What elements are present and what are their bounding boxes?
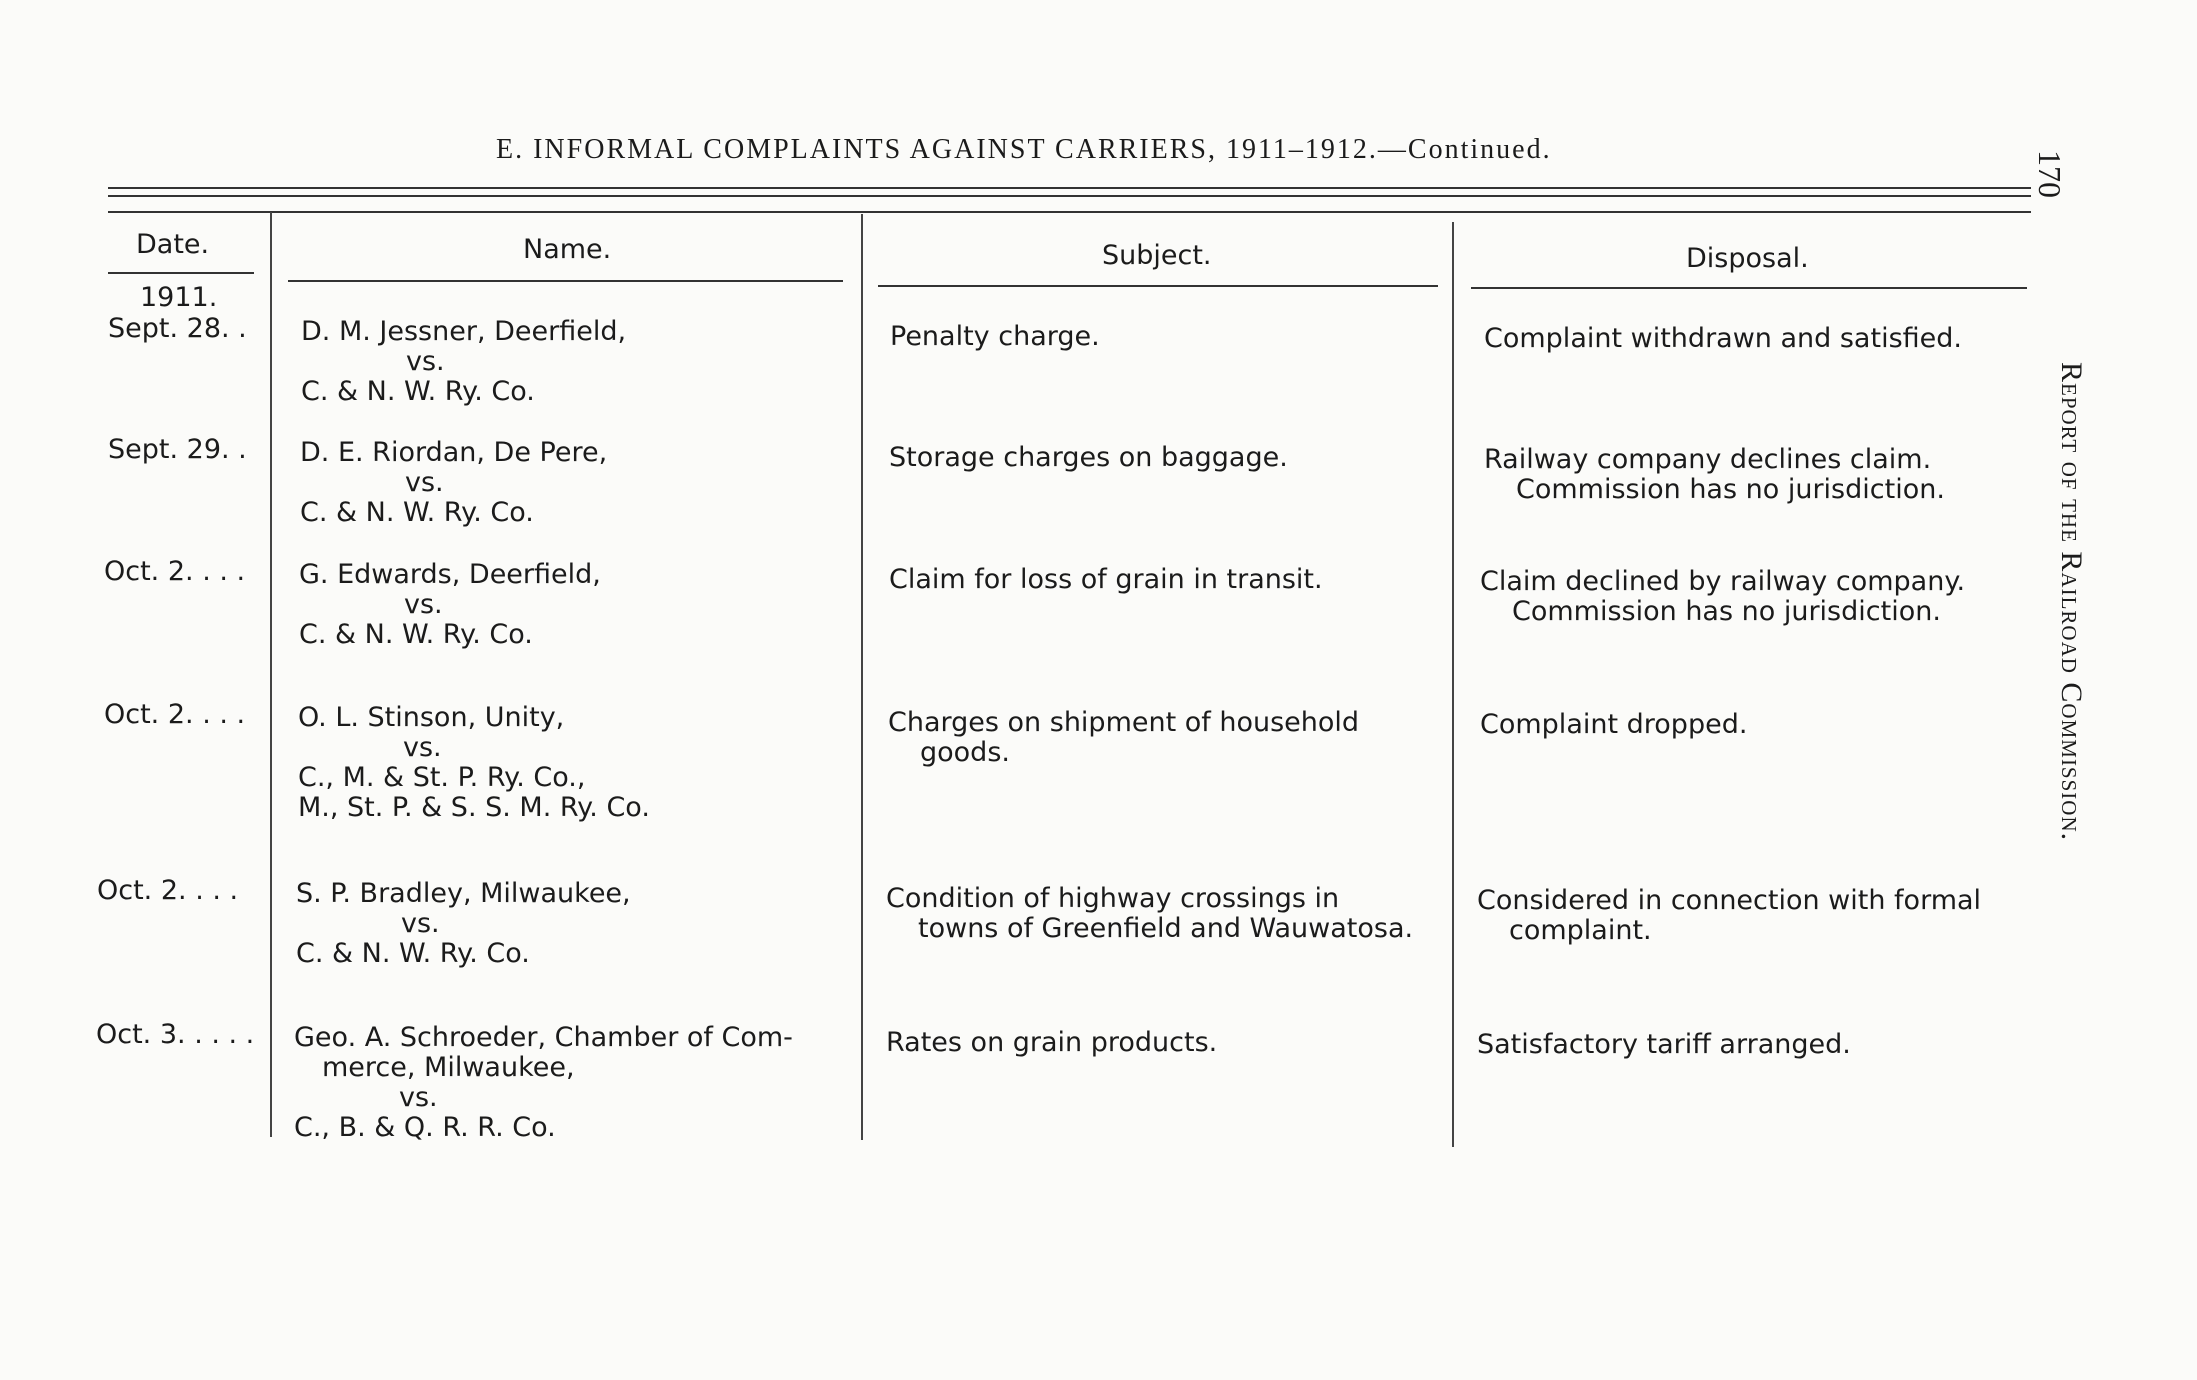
row-disposal-line: Claim declined by railway company.	[1480, 566, 1966, 597]
row-name-line: vs.	[404, 589, 443, 620]
row-disposal-line: complaint.	[1509, 915, 1652, 946]
row-name	[298, 703, 650, 823]
row-name-line: C. & N. W. Ry. Co.	[299, 619, 533, 650]
column-divider	[1452, 222, 1454, 1147]
row-disposal	[1480, 567, 1965, 627]
column-divider	[861, 214, 863, 1140]
row-subject-line: Storage charges on baggage.	[889, 442, 1288, 473]
row-subject	[890, 322, 1100, 352]
row-name-line: D. E. Riordan, De Pere,	[300, 437, 608, 468]
page-number: 170	[2032, 150, 2068, 198]
row-disposal	[1477, 886, 1981, 946]
header-disposal: Disposal.	[1686, 243, 1809, 274]
row-subject	[886, 1028, 1217, 1058]
row-subject-line: Charges on shipment of household	[888, 707, 1360, 738]
row-name-line: D. M. Jessner, Deerfield,	[301, 316, 627, 347]
row-name-line: vs.	[406, 346, 445, 377]
row-name-line: C. & N. W. Ry. Co.	[300, 497, 534, 528]
row-name	[296, 879, 631, 969]
header-date: Date.	[136, 229, 210, 260]
row-name-line: G. Edwards, Deerfield,	[299, 559, 601, 590]
row-name-line: Geo. A. Schroeder, Chamber of Com-	[294, 1022, 793, 1053]
row-name	[300, 438, 607, 528]
row-name-line: S. P. Bradley, Milwaukee,	[296, 878, 631, 909]
row-name-line: vs.	[399, 1082, 438, 1113]
row-name-line: C., M. & St. P. Ry. Co.,	[298, 762, 586, 793]
row-name-line: vs.	[405, 467, 444, 498]
row-disposal	[1484, 324, 1962, 354]
row-subject-line: Claim for loss of grain in transit.	[889, 564, 1323, 595]
row-disposal-line: Considered in connection with formal	[1477, 885, 1982, 916]
column-divider	[270, 212, 272, 1137]
row-name-line: C. & N. W. Ry. Co.	[296, 938, 530, 969]
row-name	[301, 317, 626, 407]
row-disposal-line: Complaint withdrawn and satisfied.	[1484, 323, 1962, 354]
header-underline	[288, 280, 843, 282]
row-subject-line: Rates on grain products.	[886, 1027, 1218, 1058]
row-name-line: merce, Milwaukee,	[322, 1052, 575, 1083]
row-subject-line: Condition of highway crossings in	[886, 883, 1340, 914]
row-date: Oct. 2. . . .	[104, 699, 246, 730]
row-name-line: C. & N. W. Ry. Co.	[301, 376, 535, 407]
row-disposal	[1484, 445, 1945, 505]
row-name-line: O. L. Stinson, Unity,	[298, 702, 565, 733]
row-disposal-line: Commission has no jurisdiction.	[1516, 474, 1945, 505]
header-underline	[108, 272, 254, 274]
row-name-line: M., St. P. & S. S. M. Ry. Co.	[298, 792, 650, 823]
page-title: E. INFORMAL COMPLAINTS AGAINST CARRIERS, 1911–1912.—Continued.	[496, 134, 1552, 165]
header-name: Name.	[523, 234, 612, 265]
row-disposal-line: Commission has no jurisdiction.	[1512, 596, 1941, 627]
row-date: Oct. 2. . . .	[104, 556, 246, 587]
header-subject: Subject.	[1102, 240, 1212, 271]
row-name-line: vs.	[403, 732, 442, 763]
row-name	[294, 1023, 793, 1143]
header-underline	[878, 285, 1438, 287]
row-subject	[888, 708, 1359, 768]
row-date: Oct. 3. . . . .	[96, 1019, 255, 1050]
row-name-line: C., B. & Q. R. R. Co.	[294, 1112, 556, 1143]
row-disposal-line: Complaint dropped.	[1480, 709, 1748, 740]
row-disposal-line: Railway company declines claim.	[1484, 444, 1932, 475]
year-label: 1911.	[140, 282, 218, 313]
row-disposal-line: Satisfactory tariff arranged.	[1477, 1029, 1851, 1060]
row-date: Oct. 2. . . .	[97, 875, 239, 906]
top-rule	[108, 187, 2031, 189]
row-subject-line: goods.	[920, 737, 1010, 768]
row-name	[299, 560, 601, 650]
row-disposal	[1480, 710, 1747, 740]
row-subject	[889, 565, 1323, 595]
row-subject	[886, 884, 1413, 944]
row-disposal	[1477, 1030, 1851, 1060]
row-name-line: vs.	[401, 908, 440, 939]
top-rule-double	[108, 195, 2031, 197]
row-subject	[889, 443, 1288, 473]
top-rule-lower	[108, 211, 2031, 213]
row-subject-line: towns of Greenfield and Wauwatosa.	[918, 913, 1414, 944]
row-date: Sept. 29. .	[108, 434, 247, 465]
row-date: Sept. 28. .	[108, 313, 247, 344]
row-subject-line: Penalty charge.	[890, 321, 1100, 352]
running-head: Report of the Railroad Commission.	[2055, 362, 2088, 842]
header-underline	[1471, 287, 2027, 289]
